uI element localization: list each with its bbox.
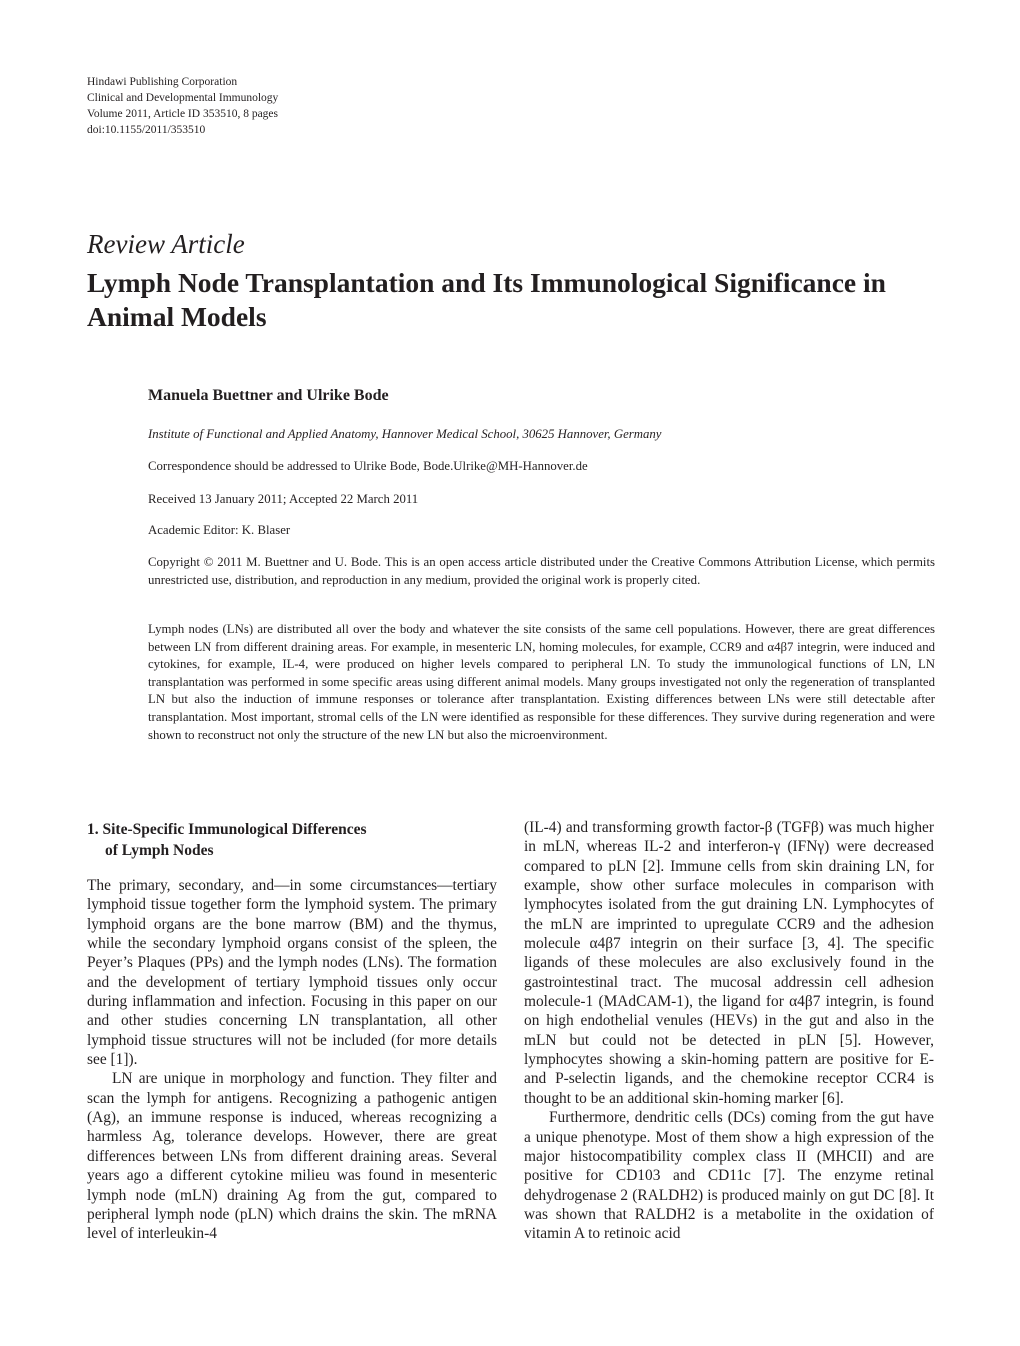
- section-1-heading-line1: 1. Site-Specific Immunological Differences: [87, 821, 367, 838]
- academic-editor: Academic Editor: K. Blaser: [148, 523, 291, 537]
- abstract: Lymph nodes (LNs) are distributed all over the body and whatever the site consists of the same cell populations. However, there are great differences between LN from different draining areas. For example, in mesenteric LN, homing molecules, for example, CCR9 and α4β7 integrin, were induced and cytokines, for example, IL-4, were produced on higher levels compared to peripheral LN. To study the immunological functions of LN, LN transplantation was performed in some specific areas using different animal models. Many groups investigated not only the regeneration of transplanted LN but also the induction of immune responses or tolerance after transplantation. Existing differences between LNs were still detectable after transplantation. Most important, stromal cells of the LN were identified as responsible for these differences. They survive during regeneration and were shown to reconstruct not only the structure of the new LN but also the microenvironment.: [148, 622, 935, 742]
- body-paragraph: LN are unique in morphology and function. They filter and scan the lymph for antigens. Recognizing a pathogenic antigen (Ag), an immune response is induced, whereas recognizing a harmless Ag, tolerance develops. However, there are great differences between LNs from different draining areas. Several years ago a different cytokine milieu was found in mesenteric lymph node (mLN) draining Ag from the gut, compared to peripheral lymph node (pLN) which drains the skin. The mRNA level of interleukin-4: [87, 1070, 497, 1243]
- article-title: Lymph Node Transplantation and Its Immunological Significance in Animal Models: [87, 267, 886, 332]
- correspondence-prefix: Correspondence should be addressed to Ulrike Bode,: [148, 459, 424, 473]
- affiliation: Institute of Functional and Applied Anatomy, Hannover Medical School, 30625 Hannover, Germany: [148, 427, 662, 441]
- volume-info: Volume 2011, Article ID 353510, 8 pages: [87, 108, 279, 120]
- section-1-heading: [87, 819, 507, 861]
- correspondence-email[interactable]: Bode.Ulrike@MH-Hannover.de: [423, 459, 588, 473]
- right-column: [524, 818, 934, 1244]
- section-1-heading-line2: of Lymph Nodes: [105, 842, 214, 859]
- body-paragraph: The primary, secondary, and—in some circumstances—tertiary lymphoid tissue together form the lymphoid system. The primary lymphoid organs are the bone marrow (BM) and the thymus, while the secondary lymphoid organs consist of the spleen, the Peyer’s Plaques (PPs) and the lymph nodes (LNs). The formation and the development of tertiary lymphoid tissues only occur during inflammation and infection. Focusing in this paper on our and other studies concerning LN transplantation, all other lymphoid tissue structures will not be included (for more details see [1]).: [87, 877, 497, 1069]
- left-column: [87, 876, 497, 1244]
- authors: Manuela Buettner and Ulrike Bode: [148, 387, 389, 404]
- journal-name: Clinical and Developmental Immunology: [87, 92, 279, 104]
- copyright-notice: Copyright © 2011 M. Buettner and U. Bode. This is an open access article distributed under the Creative Commons Attribution License, which permits unrestricted use, distribution, and reproduction in any medium, provided the original work is properly cited.: [148, 555, 935, 587]
- doi: doi:10.1155/2011/353510: [87, 124, 206, 136]
- correspondence: [148, 458, 935, 476]
- publisher-name: Hindawi Publishing Corporation: [87, 76, 238, 88]
- received-accepted-dates: Received 13 January 2011; Accepted 22 March 2011: [148, 492, 419, 506]
- body-paragraph: Furthermore, dendritic cells (DCs) coming from the gut have a unique phenotype. Most of them show a high expression of the major histocompatibility complex class II (MHCII) and are positive for CD103 and CD11c [7]. The enzyme retinal dehydrogenase 2 (RALDH2) is produced mainly on gut DC [8]. It was shown that RALDH2 is a metabolite in the oxidation of vitamin A to retinoic acid: [524, 1109, 934, 1243]
- article-type-label: Review Article: [87, 229, 245, 259]
- body-paragraph: (IL-4) and transforming growth factor-β (TGFβ) was much higher in mLN, whereas IL-2 and interferon-γ (IFNγ) were decreased compared to pLN [2]. Immune cells from skin draining LN, for example, show other surface molecules in comparison with lymphocytes isolated from the gut draining LN. Lymphocytes of the mLN are imprinted to upregulate CCR9 and the adhesion molecule α4β7 integrin on their surface [3, 4]. The specific ligands of these molecules are also exclusively found in the gastrointestinal tract. The mucosal addressin cell adhesion molecule-1 (MAdCAM-1), the ligand for α4β7 integrin, is found on high endothelial venules (HEVs) in the gut and also in the mLN but could not be detected in pLN [5]. However, lymphocytes showing a skin-homing pattern are positive for E- and P-selectin ligands, and the chemokine receptor CCR4 is thought to be an additional skin-homing marker [6].: [524, 819, 934, 1107]
